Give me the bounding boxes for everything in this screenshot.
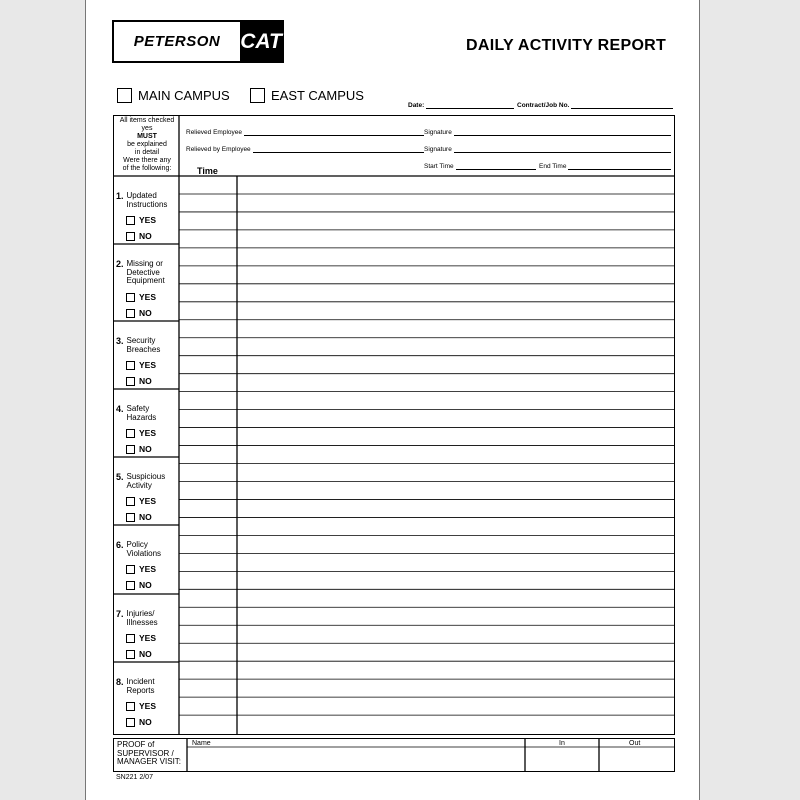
question-5 xyxy=(116,472,178,490)
question-number: 6. xyxy=(116,540,124,550)
no-checkbox[interactable] xyxy=(126,445,135,454)
question-text-line-2: Violations xyxy=(126,548,162,558)
question-3-yes-option[interactable] xyxy=(126,360,156,370)
signature-field-1[interactable] xyxy=(424,129,671,136)
proof-line-1: PROOF of xyxy=(117,740,155,749)
question-8-no-option[interactable] xyxy=(126,717,152,727)
no-checkbox[interactable] xyxy=(126,718,135,727)
name-column-label: Name xyxy=(192,740,211,747)
yes-label: YES xyxy=(139,292,157,302)
question-text-line-1: Updated xyxy=(126,191,157,200)
yes-label: YES xyxy=(139,633,157,643)
contract-label: Contract/Job No. xyxy=(517,102,570,109)
question-number: 3. xyxy=(116,336,124,346)
question-4-yes-option[interactable] xyxy=(126,428,156,438)
question-text-line-1: Missing or xyxy=(126,259,163,268)
yes-label: YES xyxy=(139,701,157,711)
main-campus-label: MAIN CAMPUS xyxy=(138,88,230,103)
question-4-no-option[interactable] xyxy=(126,444,152,454)
question-text-line-2: Reports xyxy=(126,685,155,695)
report-sheet xyxy=(85,0,700,800)
question-number: 8. xyxy=(116,677,124,687)
no-label: NO xyxy=(139,717,152,727)
question-text-line-2: Detective xyxy=(126,267,160,277)
signature-label-2: Signature xyxy=(424,146,452,153)
relieved-by-label: Relieved by Employee xyxy=(186,146,251,153)
no-checkbox[interactable] xyxy=(126,513,135,522)
question-number: 2. xyxy=(116,259,124,269)
question-text-line-2: Instructions xyxy=(126,199,168,209)
end-time-label: End Time xyxy=(539,163,567,170)
no-checkbox[interactable] xyxy=(126,309,135,318)
question-text-line-3: Equipment xyxy=(126,276,165,285)
question-3-no-option[interactable] xyxy=(126,376,152,386)
yes-checkbox[interactable] xyxy=(126,216,135,225)
question-number: 7. xyxy=(116,609,124,619)
in-column-label: In xyxy=(559,740,565,747)
activity-grid xyxy=(113,115,675,735)
end-time-field[interactable] xyxy=(539,163,671,170)
question-6 xyxy=(116,540,178,558)
form-number: SN221 2/07 xyxy=(116,774,153,781)
question-3 xyxy=(116,336,178,354)
question-text-line-1: Suspicious xyxy=(126,472,166,481)
yes-checkbox[interactable] xyxy=(126,361,135,370)
note-line-3: be explained xyxy=(127,141,167,148)
no-checkbox[interactable] xyxy=(126,581,135,590)
supervisor-visit-section xyxy=(113,738,675,772)
east-campus-label: EAST CAMPUS xyxy=(271,88,364,103)
logo-cat-text: CAT xyxy=(240,22,282,61)
east-campus-option[interactable] xyxy=(250,88,364,103)
yes-checkbox[interactable] xyxy=(126,634,135,643)
proof-label xyxy=(117,741,181,767)
logo-peterson-text: PETERSON xyxy=(133,33,221,50)
question-1-no-option[interactable] xyxy=(126,231,152,241)
yes-label: YES xyxy=(139,215,157,225)
question-2 xyxy=(116,259,178,286)
instruction-note xyxy=(114,117,180,173)
no-label: NO xyxy=(139,231,152,241)
no-label: NO xyxy=(139,649,152,659)
report-title: DAILY ACTIVITY REPORT xyxy=(466,37,667,54)
company-logo xyxy=(112,20,284,63)
start-time-label: Start Time xyxy=(424,163,454,170)
signature-field-2[interactable] xyxy=(424,146,671,153)
question-text-line-2: Hazards xyxy=(126,412,157,422)
question-7 xyxy=(116,609,178,627)
relieved-by-field[interactable] xyxy=(186,146,424,153)
yes-label: YES xyxy=(139,496,157,506)
no-label: NO xyxy=(139,376,152,386)
question-7-no-option[interactable] xyxy=(126,649,152,659)
no-label: NO xyxy=(139,308,152,318)
start-time-field[interactable] xyxy=(424,163,536,170)
question-8 xyxy=(116,677,178,695)
yes-label: YES xyxy=(139,360,157,370)
question-number: 1. xyxy=(116,191,124,201)
no-label: NO xyxy=(139,444,152,454)
proof-line-3: MANAGER VISIT: xyxy=(117,757,182,766)
question-text-line-1: Injuries/ xyxy=(126,609,155,618)
time-column-header: Time xyxy=(197,166,218,176)
relieved-employee-field[interactable] xyxy=(186,129,424,136)
question-text-line-1: Security xyxy=(126,336,156,345)
no-checkbox[interactable] xyxy=(126,377,135,386)
yes-checkbox[interactable] xyxy=(126,429,135,438)
contract-field[interactable] xyxy=(517,102,673,109)
question-5-no-option[interactable] xyxy=(126,512,152,522)
question-2-no-option[interactable] xyxy=(126,308,152,318)
question-6-yes-option[interactable] xyxy=(126,564,156,574)
yes-checkbox[interactable] xyxy=(126,565,135,574)
question-text-line-1: Incident xyxy=(126,677,155,686)
note-line-6: of the following: xyxy=(122,165,172,172)
yes-checkbox[interactable] xyxy=(126,702,135,711)
question-2-yes-option[interactable] xyxy=(126,292,156,302)
question-8-yes-option[interactable] xyxy=(126,701,156,711)
relieved-employee-label: Relieved Employee xyxy=(186,129,243,136)
question-number: 5. xyxy=(116,472,124,482)
main-campus-option[interactable] xyxy=(117,88,230,103)
note-line-1: All items checked yes xyxy=(119,117,175,132)
grid-lines xyxy=(113,115,675,735)
east-campus-checkbox[interactable] xyxy=(250,88,265,103)
no-checkbox[interactable] xyxy=(126,650,135,659)
question-text-line-1: Safety xyxy=(126,404,150,413)
question-number: 4. xyxy=(116,404,124,414)
question-4 xyxy=(116,404,178,422)
question-text-line-2: Illnesses xyxy=(126,617,158,627)
yes-checkbox[interactable] xyxy=(126,293,135,302)
note-line-5: Were there any xyxy=(123,157,171,164)
question-text-line-2: Breaches xyxy=(126,344,161,354)
yes-label: YES xyxy=(139,428,157,438)
date-field[interactable] xyxy=(408,102,514,109)
question-1 xyxy=(116,191,178,209)
main-campus-checkbox[interactable] xyxy=(117,88,132,103)
question-1-yes-option[interactable] xyxy=(126,215,156,225)
question-7-yes-option[interactable] xyxy=(126,633,156,643)
no-label: NO xyxy=(139,580,152,590)
signature-label-1: Signature xyxy=(424,129,452,136)
yes-label: YES xyxy=(139,564,157,574)
no-label: NO xyxy=(139,512,152,522)
note-line-2: MUST xyxy=(137,133,157,140)
yes-checkbox[interactable] xyxy=(126,497,135,506)
date-label: Date: xyxy=(408,102,425,109)
question-text-line-2: Activity xyxy=(126,480,152,490)
out-column-label: Out xyxy=(629,740,641,747)
note-line-4: in detail xyxy=(134,149,160,156)
question-5-yes-option[interactable] xyxy=(126,496,156,506)
no-checkbox[interactable] xyxy=(126,232,135,241)
question-6-no-option[interactable] xyxy=(126,580,152,590)
question-text-line-1: Policy xyxy=(126,540,148,549)
proof-line-2: SUPERVISOR / xyxy=(117,748,174,758)
